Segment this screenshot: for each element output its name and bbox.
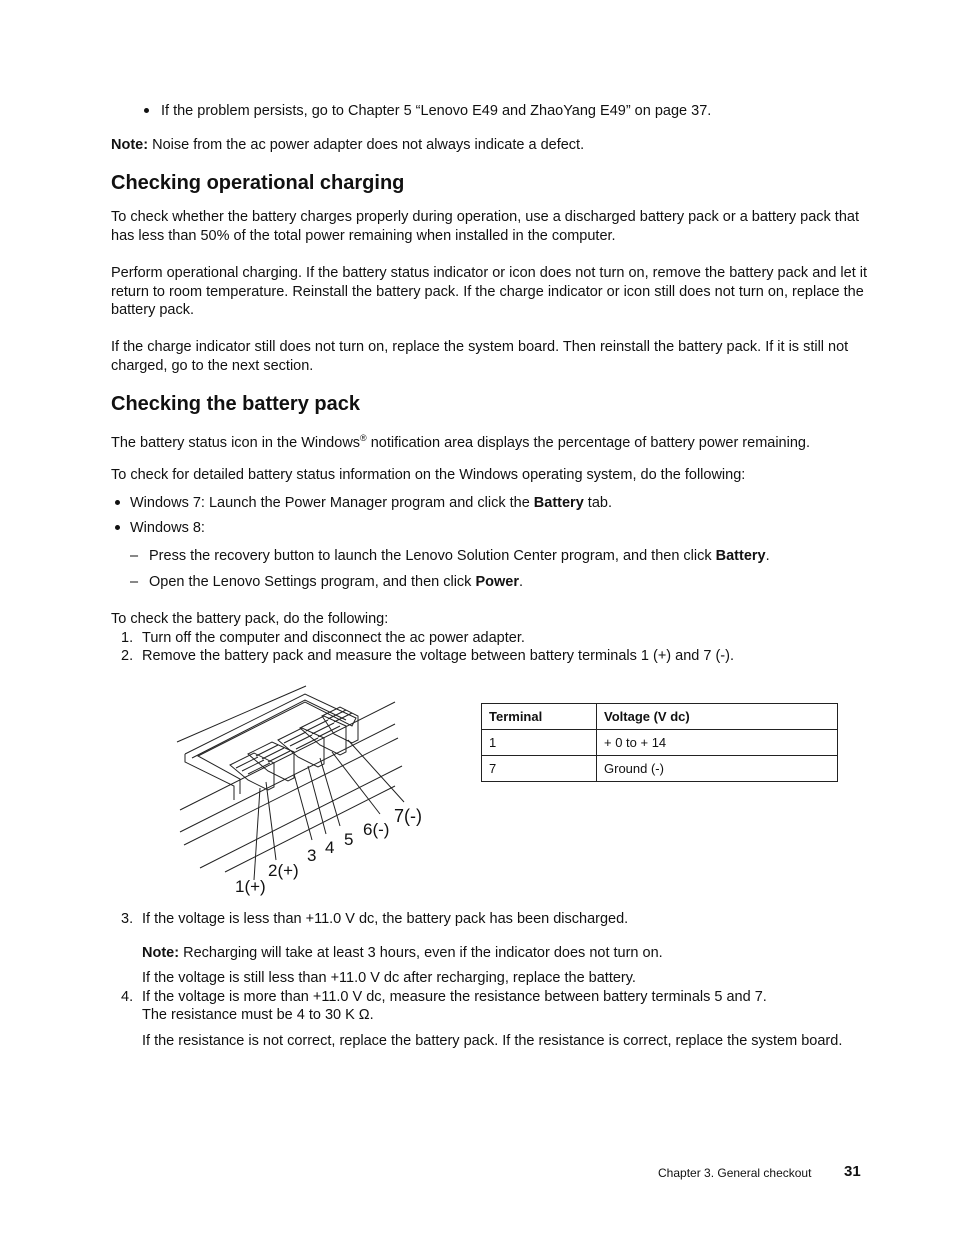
step-3: If the voltage is less than +11.0 V dc, the battery pack has been discharged.: [142, 911, 629, 927]
contact-blades: [230, 707, 358, 790]
text-run: Windows 7: Launch the Power Manager program and click the: [130, 495, 534, 511]
paragraph: [111, 429, 810, 452]
step-number: 3.: [121, 911, 134, 927]
table-cell: + 0 to + 14: [597, 730, 838, 756]
registered-mark: ®: [360, 433, 367, 443]
terminal-label-4: 4: [325, 838, 335, 857]
table-row: [482, 756, 838, 782]
text-run: .: [765, 548, 770, 564]
step-4-line1: If the voltage is more than +11.0 V dc, measure the resistance between battery terminals 5 and 7.: [142, 989, 767, 1005]
dash-item-recovery: [149, 547, 770, 566]
bullet-windows8: Windows 8:: [130, 520, 205, 536]
terminal-label-7: 7(-): [394, 806, 422, 826]
table-header-row: [482, 704, 838, 730]
note-paragraph: [111, 136, 584, 155]
table-header-cell: Voltage (V dc): [597, 704, 838, 730]
note-text: Noise from the ac power adapter does not always indicate a defect.: [148, 137, 585, 153]
bullet-windows7: [130, 494, 612, 513]
paragraph: If the charge indicator still does not turn on, replace the system board. Then reinstall the battery pack. If it is still not charged, go to the next section.: [111, 339, 849, 374]
step-number: 1.: [121, 630, 134, 646]
step-number: 4.: [121, 989, 134, 1005]
section-heading-operational-charging: Checking operational charging: [111, 172, 405, 194]
table-header-cell: Terminal: [482, 704, 597, 730]
text-run: Press the recovery button to launch the Lenovo Solution Center program, and then click: [149, 548, 716, 564]
paragraph: If the voltage is still less than +11.0 V dc after recharging, replace the battery.: [142, 970, 636, 986]
bullet-dot: [115, 500, 120, 505]
power-term: Power: [475, 574, 519, 590]
page-number: 31: [844, 1163, 861, 1180]
text-run: .: [518, 574, 523, 590]
battery-term: Battery: [715, 548, 766, 564]
text-run: The battery status icon in the Windows: [111, 434, 361, 451]
step-4-line2: The resistance must be 4 to 30 K Ω.: [142, 1007, 374, 1023]
step-2: Remove the battery pack and measure the voltage between battery terminals 1 (+) and 7 (-).: [142, 648, 734, 664]
battery-tab-term: Battery: [533, 495, 584, 511]
table-cell: 7: [482, 756, 597, 782]
terminal-label-5: 5: [344, 830, 354, 849]
terminal-voltage-table: [481, 703, 838, 782]
bullet-dot: [144, 108, 149, 113]
step-1: Turn off the computer and disconnect the ac power adapter.: [142, 630, 525, 646]
paragraph: To check for detailed battery status information on the Windows operating system, do the following:: [111, 467, 746, 483]
paragraph: To check whether the battery charges properly during operation, use a discharged battery pack or a battery pack that has less than 50% of the total power remaining when installed in the computer.: [111, 209, 859, 244]
note-text: Recharging will take at least 3 hours, even if the indicator does not turn on.: [179, 945, 663, 961]
text-run: Open the Lenovo Settings program, and then click: [149, 574, 476, 590]
steps-intro: To check the battery pack, do the following:: [111, 611, 389, 627]
terminal-label-2: 2(+): [268, 861, 299, 880]
terminal-label-3: 3: [307, 846, 317, 865]
section-heading-battery-pack: Checking the battery pack: [111, 393, 360, 415]
paragraph: Perform operational charging. If the battery status indicator or icon does not turn on, remove the battery pack and let it return to room temperature. Reinstall the battery pack. If the charge indicator or icon still does not turn on, replace the battery pack.: [111, 265, 868, 318]
terminal-label-6: 6(-): [363, 820, 390, 839]
text-run: tab.: [583, 495, 612, 511]
dash-item-settings: [149, 573, 523, 592]
dash-marker: –: [130, 548, 139, 564]
bullet-dot: [115, 525, 120, 530]
note-label: Note:: [111, 137, 149, 153]
battery-terminal-diagram: [170, 682, 440, 900]
text-run: notification area displays the percentage of battery power remaining.: [366, 434, 810, 451]
step-number: 2.: [121, 648, 134, 664]
footer-chapter: Chapter 3. General checkout: [658, 1166, 812, 1180]
note-label: Note:: [142, 945, 180, 961]
dash-marker: –: [130, 574, 139, 590]
table-cell: 1: [482, 730, 597, 756]
table-row: [482, 730, 838, 756]
paragraph: If the resistance is not correct, replace the battery pack. If the resistance is correct, replace the system board.: [142, 1033, 843, 1049]
terminal-label-1: 1(+): [235, 877, 266, 896]
note-paragraph: [142, 944, 663, 963]
table-cell: Ground (-): [597, 756, 838, 782]
top-bullet-text: If the problem persists, go to Chapter 5 “Lenovo E49 and ZhaoYang E49” on page 37.: [161, 103, 712, 119]
